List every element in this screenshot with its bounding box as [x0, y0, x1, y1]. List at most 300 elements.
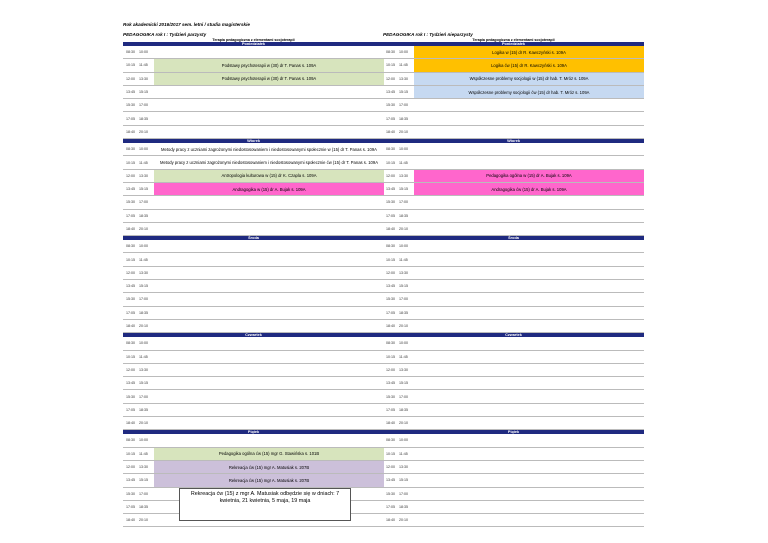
time-range [123, 227, 154, 231]
time-end: 18:35 [399, 310, 408, 315]
class-cell: Pedagogika ogólna ćw (15) mgr G. Stawińska s. 101B [154, 448, 384, 460]
class-cell [414, 390, 644, 402]
time-range [383, 355, 414, 359]
day-block [123, 38, 384, 139]
class-cell [154, 240, 384, 252]
day-header: Czwartek [383, 333, 644, 337]
time-end: 15:15 [139, 284, 148, 289]
time-start: 15:30 [126, 394, 135, 399]
time-range [383, 421, 414, 425]
time-start: 08:30 [126, 244, 135, 249]
time-end: 11:45 [399, 257, 408, 262]
time-range [123, 395, 154, 399]
time-start: 13:45 [126, 284, 135, 289]
class-cell [414, 126, 644, 138]
time-end: 15:15 [399, 478, 408, 483]
class-cell [154, 320, 384, 332]
time-slot-row [383, 377, 644, 390]
time-slot-row [123, 351, 384, 364]
class-cell [154, 417, 384, 429]
time-end: 10:00 [399, 147, 408, 152]
class-cell [414, 501, 644, 513]
class-cell [154, 196, 384, 208]
time-range [123, 258, 154, 262]
class-cell [154, 210, 384, 222]
time-end: 17:00 [139, 491, 148, 496]
time-start: 13:45 [126, 478, 135, 483]
day-header: Środa [383, 236, 644, 240]
time-end: 18:35 [139, 407, 148, 412]
time-range [123, 103, 154, 107]
time-start: 17:05 [126, 310, 135, 315]
time-range [123, 505, 154, 509]
class-cell [414, 351, 644, 363]
time-range [383, 324, 414, 328]
time-end: 15:15 [139, 187, 148, 192]
time-range [123, 452, 154, 456]
time-end: 17:00 [399, 103, 408, 108]
time-end: 15:15 [139, 478, 148, 483]
time-start: 10:15 [386, 257, 395, 262]
time-end: 13:30 [139, 465, 148, 470]
time-start: 12:00 [386, 367, 395, 372]
time-slot-row [123, 267, 384, 280]
class-cell [414, 461, 644, 473]
time-start: 17:05 [386, 116, 395, 121]
time-range [383, 408, 414, 412]
time-start: 13:45 [386, 90, 395, 95]
time-slot-row [383, 99, 644, 112]
time-end: 11:45 [399, 451, 408, 456]
time-range [383, 492, 414, 496]
time-range [123, 63, 154, 67]
time-slot-row [123, 364, 384, 377]
time-end: 13:30 [399, 465, 408, 470]
time-start: 17:05 [386, 310, 395, 315]
time-slot-row [123, 417, 384, 430]
day-block [123, 139, 384, 236]
class-cell [414, 240, 644, 252]
class-cell: Metody pracy z uczniami zagrożonymi niedostosowaniem i niedostosowanymi społecznie ćw (15) dr T. Panas s. 109A [159, 160, 378, 166]
time-slot-row [383, 293, 644, 306]
time-range [383, 174, 414, 178]
class-cell [414, 267, 644, 279]
time-slot-row [123, 73, 384, 86]
class-cell [414, 514, 644, 526]
time-range [123, 244, 154, 248]
time-end: 10:00 [399, 438, 408, 443]
time-range [383, 381, 414, 385]
time-slot-row [123, 434, 384, 447]
time-end: 13:30 [139, 173, 148, 178]
time-start: 18:40 [386, 324, 395, 329]
time-slot-row [383, 143, 644, 156]
time-slot-row [123, 86, 384, 99]
time-range [123, 77, 154, 81]
time-end: 18:35 [139, 213, 148, 218]
time-end: 17:00 [139, 103, 148, 108]
day-block [383, 139, 644, 236]
time-range [383, 341, 414, 345]
time-range [383, 271, 414, 275]
time-range [383, 395, 414, 399]
time-end: 17:00 [139, 200, 148, 205]
time-start: 12:00 [126, 173, 135, 178]
time-range [123, 421, 154, 425]
time-start: 08:30 [386, 50, 395, 55]
time-range [123, 341, 154, 345]
time-slot-row [123, 404, 384, 417]
time-range [123, 147, 154, 151]
time-start: 15:30 [126, 491, 135, 496]
time-range [383, 505, 414, 509]
time-start: 10:15 [386, 63, 395, 68]
time-range [383, 130, 414, 134]
time-start: 17:05 [126, 504, 135, 509]
class-cell: Logika ćw (15) dr R. Kawczyński s. 109A [414, 59, 644, 71]
class-cell: Podstawy psychoterapii w (30) dr T. Panas s. 109A [154, 73, 384, 85]
time-start: 12:00 [126, 270, 135, 275]
time-start: 17:05 [386, 213, 395, 218]
time-slot-row [123, 126, 384, 139]
time-end: 20:10 [399, 129, 408, 134]
time-end: 17:00 [139, 394, 148, 399]
time-end: 10:00 [139, 147, 148, 152]
time-slot-row [123, 210, 384, 223]
time-start: 18:40 [386, 227, 395, 231]
time-range [383, 63, 414, 67]
class-cell [154, 46, 384, 58]
time-range [383, 452, 414, 456]
time-end: 10:00 [399, 244, 408, 249]
time-end: 11:45 [139, 63, 148, 68]
time-start: 13:45 [386, 284, 395, 289]
class-cell [414, 223, 644, 235]
time-range [123, 311, 154, 315]
time-end: 20:10 [139, 518, 148, 523]
time-end: 17:00 [399, 297, 408, 302]
time-start: 18:40 [126, 518, 135, 523]
time-start: 08:30 [386, 244, 395, 249]
day-header: Piątek [123, 430, 384, 434]
time-slot-row [383, 196, 644, 209]
time-range [383, 117, 414, 121]
time-start: 13:45 [126, 187, 135, 192]
time-end: 13:30 [399, 173, 408, 178]
time-start: 15:30 [126, 200, 135, 205]
time-slot-row [383, 267, 644, 280]
time-start: 12:00 [126, 76, 135, 81]
time-end: 17:00 [399, 200, 408, 205]
time-end: 11:45 [399, 354, 408, 359]
time-end: 11:45 [139, 451, 148, 456]
time-range [383, 50, 414, 54]
time-start: 18:40 [126, 227, 135, 231]
time-range [123, 117, 154, 121]
day-header: Piątek [383, 430, 644, 434]
time-start: 18:40 [126, 421, 135, 426]
time-start: 10:15 [126, 354, 135, 359]
time-slot-row [383, 474, 644, 487]
time-start: 12:00 [386, 173, 395, 178]
time-end: 15:15 [139, 90, 148, 95]
time-slot-row [123, 337, 384, 350]
time-slot-row [383, 417, 644, 430]
time-slot-row [123, 46, 384, 59]
time-range [123, 50, 154, 54]
time-start: 15:30 [386, 103, 395, 108]
footer-note: Rekreacja ćw (15) z mgr A. Matusiak odbędzie się w dniach: 7 kwietnia, 21 kwietnia, 5 maja, 19 maja [179, 488, 351, 521]
time-slot-row [123, 143, 384, 156]
document-header: Rok akademicki 2016/2017 sem. letni / studia magisterskie [123, 22, 250, 27]
time-range [123, 297, 154, 301]
time-slot-row [383, 337, 644, 350]
time-range [123, 355, 154, 359]
class-cell [154, 390, 384, 402]
class-cell [414, 488, 644, 500]
column-title: PEDAGOGIKA rok I : Tydzień nieparzysty [383, 32, 473, 37]
time-range [383, 147, 414, 151]
time-end: 20:10 [399, 227, 408, 231]
time-range [383, 161, 414, 165]
schedule-column-even-week [123, 32, 384, 527]
class-cell [414, 377, 644, 389]
time-start: 17:05 [386, 504, 395, 509]
time-start: 10:15 [126, 451, 135, 456]
time-range [383, 200, 414, 204]
time-start: 15:30 [126, 297, 135, 302]
time-slot-row [383, 461, 644, 474]
time-slot-row [383, 448, 644, 461]
time-range [123, 518, 154, 522]
class-cell [154, 293, 384, 305]
time-start: 08:30 [386, 341, 395, 346]
time-slot-row [123, 253, 384, 266]
time-end: 18:35 [399, 504, 408, 509]
time-end: 18:35 [139, 116, 148, 121]
time-slot-row [383, 46, 644, 59]
class-cell [154, 280, 384, 292]
class-cell [414, 99, 644, 111]
time-slot-row [383, 320, 644, 333]
class-cell [154, 307, 384, 319]
time-end: 10:00 [139, 341, 148, 346]
time-start: 18:40 [126, 324, 135, 329]
time-range [383, 258, 414, 262]
column-title: PEDAGOGIKA rok I : Tydzień parzysty [123, 32, 207, 37]
day-block [383, 333, 644, 430]
time-range [123, 161, 154, 165]
time-slot-row [383, 240, 644, 253]
time-slot-row [123, 448, 384, 461]
time-start: 15:30 [386, 394, 395, 399]
time-end: 15:15 [399, 284, 408, 289]
time-start: 17:05 [126, 213, 135, 218]
time-start: 13:45 [386, 381, 395, 386]
time-start: 13:45 [126, 90, 135, 95]
time-range [383, 227, 414, 231]
time-range [383, 103, 414, 107]
time-end: 10:00 [139, 50, 148, 55]
time-slot-row [383, 351, 644, 364]
time-end: 18:35 [139, 310, 148, 315]
time-range [123, 200, 154, 204]
time-start: 18:40 [126, 129, 135, 134]
time-range [123, 284, 154, 288]
schedule-column-odd-week [383, 32, 644, 527]
time-start: 10:15 [386, 354, 395, 359]
time-start: 12:00 [126, 465, 135, 470]
class-cell [414, 112, 644, 124]
time-range [123, 368, 154, 372]
class-cell [414, 210, 644, 222]
time-slot-row [383, 73, 644, 86]
time-end: 10:00 [399, 341, 408, 346]
time-start: 08:30 [386, 147, 395, 152]
time-range [123, 90, 154, 94]
time-end: 11:45 [139, 160, 148, 165]
time-end: 20:10 [399, 518, 408, 523]
time-range [123, 271, 154, 275]
time-end: 20:10 [139, 227, 148, 231]
class-cell [154, 99, 384, 111]
time-start: 08:30 [386, 438, 395, 443]
day-header: Wtorek [123, 139, 384, 143]
day-specialization-note: Terapia pedagogiczna z elementami socjoterapii [383, 38, 644, 42]
time-start: 08:30 [126, 438, 135, 443]
class-cell [414, 280, 644, 292]
time-start: 10:15 [126, 257, 135, 262]
time-range [383, 478, 414, 482]
time-slot-row [383, 488, 644, 501]
time-start: 10:15 [126, 160, 135, 165]
time-range [123, 478, 154, 482]
time-slot-row [123, 377, 384, 390]
class-cell [154, 351, 384, 363]
time-start: 12:00 [386, 270, 395, 275]
time-end: 10:00 [399, 50, 408, 55]
time-start: 15:30 [386, 200, 395, 205]
time-range [383, 187, 414, 191]
time-slot-row [123, 474, 384, 487]
time-slot-row [123, 293, 384, 306]
class-cell [154, 112, 384, 124]
time-start: 15:30 [386, 297, 395, 302]
time-start: 15:30 [126, 103, 135, 108]
time-end: 18:35 [399, 116, 408, 121]
time-slot-row [383, 86, 644, 99]
time-slot-row [383, 253, 644, 266]
time-start: 13:45 [386, 478, 395, 483]
class-cell [154, 364, 384, 376]
class-cell [414, 448, 644, 460]
time-start: 17:05 [386, 407, 395, 412]
day-specialization-note: Terapia pedagogiczna z elementami socjoterapii [123, 38, 384, 42]
time-range [123, 214, 154, 218]
class-cell: Antropologia kulturowa w (15) dr K. Czapla s. 109A [154, 170, 384, 182]
time-start: 12:00 [386, 465, 395, 470]
class-cell [414, 364, 644, 376]
time-slot-row [123, 112, 384, 125]
class-cell [414, 474, 644, 486]
time-slot-row [383, 514, 644, 527]
time-end: 15:15 [399, 187, 408, 192]
time-end: 20:10 [399, 421, 408, 426]
time-slot-row [383, 501, 644, 514]
time-end: 13:30 [399, 270, 408, 275]
day-header: Poniedziałek [383, 42, 644, 46]
time-start: 08:30 [126, 50, 135, 55]
time-start: 10:15 [126, 63, 135, 68]
time-slot-row [123, 307, 384, 320]
time-range [383, 438, 414, 442]
time-end: 20:10 [139, 324, 148, 329]
day-block [383, 430, 644, 527]
class-cell: Logika w (15) dr R. Kawczyński s. 109A [414, 46, 644, 58]
time-range [383, 284, 414, 288]
time-end: 17:00 [139, 297, 148, 302]
time-range [383, 311, 414, 315]
day-block [123, 236, 384, 333]
time-range [123, 438, 154, 442]
class-cell [414, 143, 644, 155]
time-start: 08:30 [126, 341, 135, 346]
time-end: 20:10 [139, 129, 148, 134]
class-cell: Podstawy psychoterapii w (30) dr T. Panas s. 109A [154, 59, 384, 71]
time-end: 10:00 [139, 244, 148, 249]
time-end: 13:30 [399, 76, 408, 81]
time-range [383, 214, 414, 218]
time-slot-row [123, 280, 384, 293]
time-slot-row [383, 434, 644, 447]
day-header: Poniedziałek [123, 42, 384, 46]
class-cell [414, 434, 644, 446]
time-start: 12:00 [126, 367, 135, 372]
class-cell [414, 253, 644, 265]
time-start: 13:45 [126, 381, 135, 386]
day-block [383, 38, 644, 139]
time-end: 13:30 [399, 367, 408, 372]
time-slot-row [383, 126, 644, 139]
class-cell [154, 86, 384, 98]
class-cell [154, 223, 384, 235]
time-end: 17:00 [399, 394, 408, 399]
time-start: 08:30 [126, 147, 135, 152]
time-end: 17:00 [399, 491, 408, 496]
time-end: 18:35 [139, 504, 148, 509]
day-block [123, 333, 384, 430]
time-start: 18:40 [386, 518, 395, 523]
time-slot-row [383, 280, 644, 293]
time-slot-row [123, 461, 384, 474]
time-end: 13:30 [139, 367, 148, 372]
time-range [123, 492, 154, 496]
time-slot-row [383, 170, 644, 183]
time-start: 12:00 [386, 76, 395, 81]
time-slot-row [383, 223, 644, 236]
class-cell [154, 267, 384, 279]
class-cell: Współczesne problemy socjologii w (15) dr hab. T. Mróz s. 109A [414, 73, 644, 85]
time-slot-row [383, 156, 644, 169]
class-cell [154, 377, 384, 389]
time-slot-row [383, 210, 644, 223]
class-cell: Rekreacja ćw (15) mgr A. Matusiak s. 207B [154, 461, 384, 473]
time-end: 15:15 [399, 381, 408, 386]
class-cell: Rekreacja ćw (15) mgr A. Matusiak s. 207B [154, 474, 384, 486]
time-range [383, 297, 414, 301]
time-slot-row [383, 59, 644, 72]
time-slot-row [123, 196, 384, 209]
